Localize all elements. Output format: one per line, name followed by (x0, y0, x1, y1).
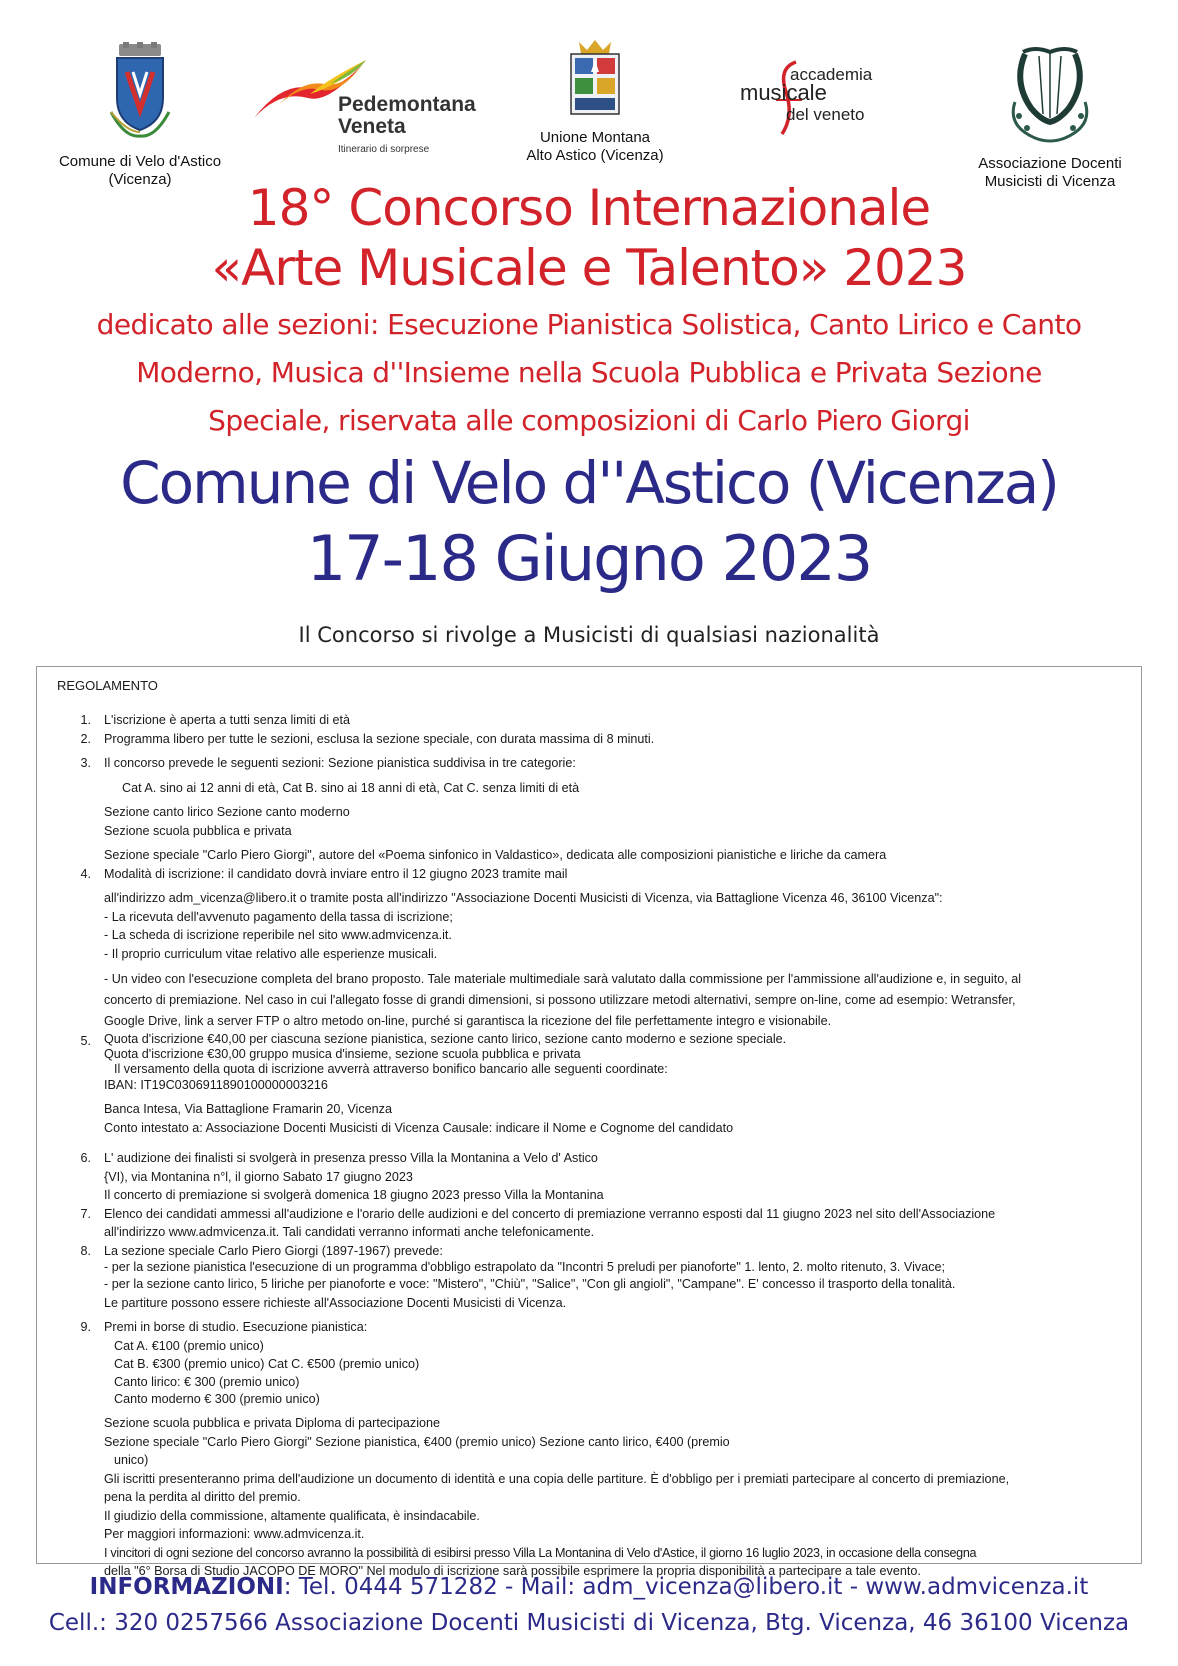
prize-text: Canto moderno € 300 (premio unico) (114, 1391, 320, 1406)
rule-text: pena la perdita al diritto del premio. (104, 1490, 301, 1504)
rule-text: Elenco dei candidati ammessi all'audizione e l'orario delle audizioni e del concerto di premiazione verranno esposti dal 11 giugno 2023 nel sito dell'Associazione (104, 1206, 996, 1221)
rule-text: I vincitori di ogni sezione del concorso avranno la possibilità di esibirsi presso Villa La Montanina di Velo d'Astice, il giorno 16 luglio 2023, in occasione della consegna (104, 1545, 977, 1560)
rule-text: unico) (114, 1453, 149, 1467)
velo-caption-2: (Vicenza) (108, 171, 172, 188)
rule-text: Programma libero per tutte le sezioni, esclusa la sezione speciale, con durata massima di 8 minuti. (104, 731, 655, 746)
rule-text: concerto di premiazione. Nel caso in cui l'allegato fosse di grandi dimensioni, si possono utilizzare metodi alternativi, sempre on-line, come ad esempio: Wetransfer, (104, 993, 1016, 1007)
rule-text: Premi in borse di studio. Esecuzione pianistica: (104, 1320, 368, 1334)
lyre-icon (1005, 42, 1095, 146)
event-place: Comune di Velo d''Astico (Vicenza) (120, 449, 1058, 517)
rule-text: - Il proprio curriculum vitae relativo alle esperienze musicali. (104, 946, 438, 961)
rule-text: Sezione scuola pubblica e privata Diploma di partecipazione (104, 1416, 441, 1430)
rule-item: 8. La sezione speciale Carlo Piero Giorgi (1897-1967) prevede: - per la sezione pianistica l'esecuzione di un programma d'obbligo estrapolato da "Incontri 5 preludi per pianoforte" 1. lento, 2. molto ritenuto, 3. Vivace; - per la sezione canto lirico, 5 liriche per pianoforte e voce: "Mistero", "Chiù", "Salice", "Con gli angioli", "Campane". E' concesso il trasporto della tonalità. Le partiture possono essere richieste all'Associazione Docenti Musicisti di Vicenza. (67, 1242, 1127, 1313)
rule-item: 9. Premi in borse di studio. Esecuzione pianistica: Cat A. €100 (premio unico) Cat B. €300 (premio unico) Cat C. €500 (premio unico) Canto lirico: € 300 (premio unico) Canto moderno € 300 (premio unico) Sezione scuola pubblica e privata Diploma di partecipazione Sezione speciale "Carlo Piero Giorgi" Sezione pianistica, €400 (premio unico) Sezione canto lirico, €400 (premio unico) Gli iscritti presenteranno prima dell'audizione un documento di identità e una copia delle partiture. È d'obbligo per i premiati partecipare al concerto di premiazione, pena la perdita al diritto del premio. Il giudizio della commissione, altamente qualificata, è insindacabile. Per maggiori informazioni: www.admvicenza.it. I vincitori di ogni sezione del concorso avranno la possibilità di esibirsi presso Villa La Montanina di Velo d'Astice, il giorno 16 luglio 2023, in occasione della consegna della "6° Borsa di Studio JACOPO DE MORO" Nel modulo di iscrizione sarà possibile esprimere la propria disponibilità a partecipare a tale evento. (67, 1318, 1127, 1581)
rule-item: 7. Elenco dei candidati ammessi all'audizione e l'orario delle audizioni e del concerto di premiazione verranno esposti dal 11 giugno 2023 nel sito dell'Associazione all'indirizzo www.admvicenza.it. Tali candidati verranno informati anche telefonicamente. (67, 1205, 1127, 1242)
rule-text: {VI), via Montanina n°l, il giorno Sabato 17 giugno 2023 (104, 1169, 413, 1184)
footer-label: INFORMAZIONI (89, 1574, 284, 1600)
adm-caption-2: Musicisti di Vicenza (984, 173, 1116, 190)
event-dates: 17-18 Giugno 2023 (306, 522, 872, 595)
footer-contact (0, 1574, 1178, 1600)
rule-text: - Un video con l'esecuzione completa del brano proposto. Tale materiale multimediale sarà valutato dalla commissione per l'ammissione all'audizione e, in seguito, al (104, 972, 1022, 986)
velo-caption-1: Comune di Velo d'Astico (58, 153, 222, 170)
rule-text: Sezione speciale "Carlo Piero Giorgi", autore del «Poema sinfonico in Valdastico», dedicata alle composizioni pianistiche e liriche da camera (104, 848, 887, 862)
footer-address: Cell.: 320 0257566 Associazione Docenti Musicisti di Vicenza, Btg. Vicenza, 46 36100 Vicenza (48, 1610, 1130, 1636)
rule-item: 3. Il concorso prevede le seguenti sezioni: Sezione pianistica suddivisa in tre categorie: Cat A. sino ai 12 anni di età, Cat B. sino ai 18 anni di età, Cat C. senza limiti di età Sezione canto lirico Sezione canto moderno Sezione scuola pubblica e privata Sezione speciale "Carlo Piero Giorgi", autore del «Poema sinfonico in Valdastico», dedicata alle composizioni pianistiche e liriche da camera (67, 754, 1127, 865)
rule-text: La sezione speciale Carlo Piero Giorgi (1897-1967) prevede: (104, 1243, 443, 1258)
rule-text: Quota d'iscrizione €40,00 per ciascuna sezione pianistica, sezione canto lirico, sezione canto moderno e sezione speciale. (104, 1032, 787, 1046)
rule-text: - per la sezione pianistica l'esecuzione di un programma d'obbligo estrapolato da "Incontri 5 preludi per pianoforte" 1. lento, 2. molto ritenuto, 3. Vivace; (104, 1260, 945, 1274)
subtitle-line-3: Speciale, riservata alle composizioni di Carlo Piero Giorgi (208, 404, 970, 437)
rule-text: Le partiture possono essere richieste all'Associazione Docenti Musicisti di Vicenza. (104, 1295, 567, 1310)
rule-text: Il giudizio della commissione, altamente qualificata, è insindacabile. (104, 1508, 480, 1523)
rule-text: Sezione speciale "Carlo Piero Giorgi" Sezione pianistica, €400 (premio unico) Sezione canto lirico, €400 (premio (104, 1434, 730, 1449)
subtitle-line-2: Moderno, Musica d''Insieme nella Scuola Pubblica e Privata Sezione (136, 356, 1042, 389)
rule-text: Il concerto di premiazione si svolgerà domenica 18 giugno 2023 presso Villa la Montanina (104, 1188, 604, 1202)
adm-caption-1: Associazione Docenti (978, 155, 1122, 172)
unione-caption-1: Unione Montana (539, 129, 651, 146)
accademia-line-2: musicale (740, 80, 827, 105)
rule-text: Il versamento della quota di iscrizione avverrà attraverso bonifico bancario alle seguenti coordinate: (114, 1062, 668, 1076)
rule-item: 2. Programma libero per tutte le sezioni, esclusa la sezione speciale, con durata massima di 8 minuti. (67, 730, 1127, 749)
rule-text: - La ricevuta dell'avvenuto pagamento della tassa di iscrizione; (104, 909, 453, 924)
rule-text: della "6° Borsa di Studio JACOPO DE MORO" Nel modulo di iscrizione sarà possibile esprimere la propria disponibilità a partecipare a tale evento. (104, 1564, 921, 1578)
rule-text: L' audizione dei finalisti si svolgerà in presenza presso Villa la Montanina a Velo d' Astico (104, 1151, 598, 1165)
rule-item: 5. Quota d'iscrizione €40,00 per ciascuna sezione pianistica, sezione canto lirico, sezione canto moderno e sezione speciale. Quota d'iscrizione €30,00 gruppo musica d'insieme, sezione scuola pubblica e privata Il versamento della quota di iscrizione avverrà attraverso bonifico bancario alle seguenti coordinate: IBAN: IT19C0306911890100000003216 Banca Intesa, Via Battaglione Framarin 20, Vicenza Conto intestato a: Associazione Docenti Musicisti di Vicenza Causale: indicare il Nome e Cognome del candidato (67, 1032, 1127, 1137)
rule-text: Modalità di iscrizione: il candidato dovrà inviare entro il 12 giugno 2023 tramite mail (104, 866, 568, 881)
accademia-line-3: del veneto (786, 105, 865, 124)
rule-text: Il concorso prevede le seguenti sezioni: Sezione pianistica suddivisa in tre categorie: (104, 756, 576, 770)
pedemontana-name-2: Veneta (338, 115, 406, 138)
logo-adm-vicenza (950, 42, 1150, 191)
tagline: Il Concorso si rivolge a Musicisti di qualsiasi nazionalità (298, 623, 880, 647)
prize-text: Cat B. €300 (premio unico) Cat C. €500 (premio unico) (114, 1357, 420, 1371)
subtitle-line-1: dedicato alle sezioni: Esecuzione Pianistica Solistica, Canto Lirico e Canto (96, 308, 1082, 341)
regolamento-box (36, 666, 1142, 1578)
rule-text: Quota d'iscrizione €30,00 gruppo musica d'insieme, sezione scuola pubblica e privata (104, 1047, 581, 1061)
rule-text: Banca Intesa, Via Battaglione Framarin 20, Vicenza (104, 1102, 392, 1116)
rule-text: all'indirizzo www.admvicenza.it. Tali candidati verranno informati anche telefonicamente. (104, 1225, 595, 1239)
logo-row (0, 38, 1178, 198)
logo-velo-astico (40, 42, 240, 189)
rule-item: 1. L'iscrizione è aperta a tutti senza limiti di età (67, 711, 1127, 730)
rule-text: Conto intestato a: Associazione Docenti Musicisti di Vicenza Causale: indicare il Nome e Cognome del candidato (104, 1120, 734, 1135)
iban: IBAN: IT19C0306911890100000003216 (104, 1078, 328, 1092)
logo-accademia (740, 58, 900, 158)
prize-text: Canto lirico: € 300 (premio unico) (114, 1374, 300, 1389)
unione-crest-icon (565, 38, 625, 120)
rule-text: Per maggiori informazioni: www.admvicenza.it. (104, 1527, 365, 1541)
logo-unione-montana (500, 38, 690, 165)
rule-text: L'iscrizione è aperta a tutti senza limiti di età (104, 713, 351, 727)
rule-text: Cat A. sino ai 12 anni di età, Cat B. sino ai 18 anni di età, Cat C. senza limiti di età (122, 780, 580, 795)
rule-item: 6. L' audizione dei finalisti si svolgerà in presenza presso Villa la Montanina a Velo d' Astico {VI), via Montanina n°l, il giorno Sabato 17 giugno 2023 Il concerto di premiazione si svolgerà domenica 18 giugno 2023 presso Villa la Montanina (67, 1149, 1127, 1205)
footer-contact-line: : Tel. 0444 571282 - Mail: adm_vicenza@libero.it - www.admvicenza.it (283, 1574, 1089, 1600)
rule-text: all'indirizzo adm_vicenza@libero.it o tramite posta all'indirizzo "Associazione Docenti Musicisti di Vicenza, via Battaglione Vicenza 46, 36100 Vicenza": (104, 891, 943, 905)
rule-text: Sezione scuola pubblica e privata (104, 823, 292, 838)
rule-text: - per la sezione canto lirico, 5 liriche per pianoforte e voce: "Mistero", "Chiù", "Salice", "Con gli angioli", "Campane". E' concesso il trasporto della tonalità. (104, 1277, 956, 1291)
velo-crest-icon (105, 42, 175, 142)
rule-text: Gli iscritti presenteranno prima dell'audizione un documento di identità e una copia delle partiture. È d'obbligo per i premiati partecipare al concerto di premiazione, (104, 1471, 1010, 1486)
pedemontana-tag: Itinerario di sorprese (338, 144, 430, 155)
main-title: 18° Concorso Internazionale (247, 179, 931, 237)
regolamento-title: REGOLAMENTO (57, 678, 158, 693)
main-title-2: «Arte Musicale e Talento» 2023 (211, 239, 967, 297)
rule-text: Sezione canto lirico Sezione canto moderno (104, 805, 350, 819)
regolamento-list (67, 711, 1127, 1581)
unione-caption-2: Alto Astico (Vicenza) (526, 147, 664, 164)
rule-item: 4. Modalità di iscrizione: il candidato dovrà inviare entro il 12 giugno 2023 tramite mail all'indirizzo adm_vicenza@libero.it o tramite posta all'indirizzo "Associazione Docenti Musicisti di Vicenza, via Battaglione Vicenza 46, 36100 Vicenza": - La ricevuta dell'avvenuto pagamento della tassa di iscrizione; - La scheda di iscrizione reperibile nel sito www.admvicenza.it. - Il proprio curriculum vitae relativo alle esperienze musicali. - Un video con l'esecuzione completa del brano proposto. Tale materiale multimediale sarà valutato dalla commissione per l'ammissione all'audizione e, in seguito, al concerto di premiazione. Nel caso in cui l'allegato fosse di grandi dimensioni, si possono utilizzare metodi alternativi, sempre on-line, come ad esempio: Wetransfer, Google Drive, link a server FTP o altro metodo on-line, purché si garantisca la ricezione del file perfettamente integro e visionabile. (67, 865, 1127, 1033)
logo-pedemontana (250, 54, 490, 164)
pedemontana-name-1: Pedemontana (338, 93, 476, 116)
rule-text: - La scheda di iscrizione reperibile nel sito www.admvicenza.it. (104, 928, 452, 942)
rule-text: Google Drive, link a server FTP o altro metodo on-line, purché si garantisca la ricezione del file perfettamente integro e visionabile. (104, 1014, 832, 1028)
accademia-line-1: accademia (790, 65, 873, 84)
prize-text: Cat A. €100 (premio unico) (114, 1338, 264, 1353)
